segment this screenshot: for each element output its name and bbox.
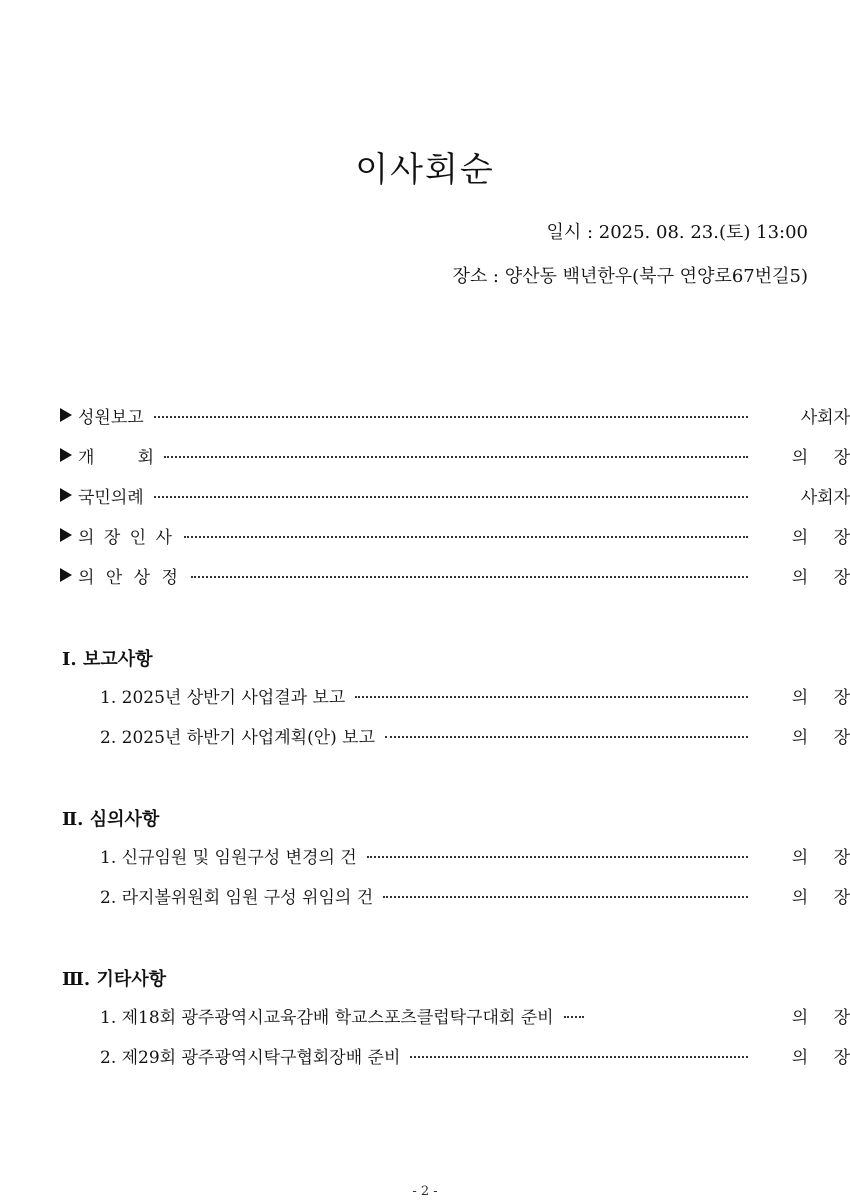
agenda-item-role: 의 장 — [791, 1007, 850, 1028]
triangle-bullet-icon — [60, 408, 72, 422]
agenda-item-label: 1. 2025년 상반기 사업결과 보고 — [100, 687, 346, 708]
agenda-item-role: 의 장 — [791, 567, 850, 588]
dot-leader — [355, 696, 748, 698]
section-heading: Ⅱ. 심의사항 — [62, 809, 160, 830]
triangle-bullet-icon — [60, 448, 72, 462]
agenda-item — [60, 442, 850, 468]
document-title: 이사회순 — [355, 150, 495, 190]
agenda-item-role: 의 장 — [791, 1047, 850, 1068]
agenda-item — [60, 402, 850, 428]
agenda-item — [100, 1002, 850, 1028]
agenda-item — [100, 722, 850, 748]
dot-leader — [154, 416, 748, 418]
agenda-item-role: 사회자 — [800, 407, 850, 428]
dot-leader — [383, 896, 748, 898]
agenda-item-label: 2. 2025년 하반기 사업계획(안) 보고 — [100, 727, 376, 748]
agenda-item-label: 성원보고 — [78, 407, 144, 428]
dot-leader — [367, 856, 748, 858]
meeting-date: 일시 : 2025. 08. 23.(토) 13:00 — [546, 222, 808, 243]
agenda-item-role: 의 장 — [791, 887, 850, 908]
agenda-item-label: 개 회 — [78, 447, 155, 468]
triangle-bullet-icon — [60, 528, 72, 542]
agenda-item — [100, 1042, 850, 1068]
agenda-item — [60, 482, 850, 508]
dot-leader — [410, 1056, 748, 1058]
agenda-item-role: 의 장 — [791, 527, 850, 548]
agenda-item-role: 사회자 — [800, 487, 850, 508]
dot-leader — [564, 1016, 584, 1018]
agenda-item — [100, 842, 850, 868]
page-number: - 2 - — [412, 1184, 438, 1199]
section-heading: Ⅲ. 기타사항 — [62, 969, 167, 990]
agenda-item — [60, 562, 850, 588]
agenda-item-label: 의 안 상 정 — [78, 567, 181, 588]
dot-leader — [164, 456, 748, 458]
agenda-item-role: 의 장 — [791, 687, 850, 708]
agenda-item — [100, 682, 850, 708]
dot-leader — [191, 576, 748, 578]
meeting-place: 장소 : 양산동 백년한우(북구 연양로67번길5) — [452, 266, 808, 287]
agenda-item — [60, 522, 850, 548]
agenda-item-label: 국민의례 — [78, 487, 144, 508]
agenda-item-label: 2. 라지볼위원회 임원 구성 위임의 건 — [100, 887, 374, 908]
agenda-item-label: 의 장 인 사 — [78, 527, 174, 548]
triangle-bullet-icon — [60, 488, 72, 502]
dot-leader — [385, 736, 748, 738]
agenda-item-label: 1. 신규임원 및 임원구성 변경의 건 — [100, 847, 357, 868]
section-heading: Ⅰ. 보고사항 — [62, 649, 153, 670]
triangle-bullet-icon — [60, 568, 72, 582]
agenda-item — [100, 882, 850, 908]
agenda-item-label: 2. 제29회 광주광역시탁구협회장배 준비 — [100, 1047, 401, 1068]
agenda-item-role: 의 장 — [791, 847, 850, 868]
agenda-item-role: 의 장 — [791, 727, 850, 748]
agenda-item-role: 의 장 — [791, 447, 850, 468]
dot-leader — [184, 536, 748, 538]
dot-leader — [154, 496, 748, 498]
agenda-item-label: 1. 제18회 광주광역시교육감배 학교스포츠클럽탁구대회 준비 — [100, 1007, 554, 1028]
